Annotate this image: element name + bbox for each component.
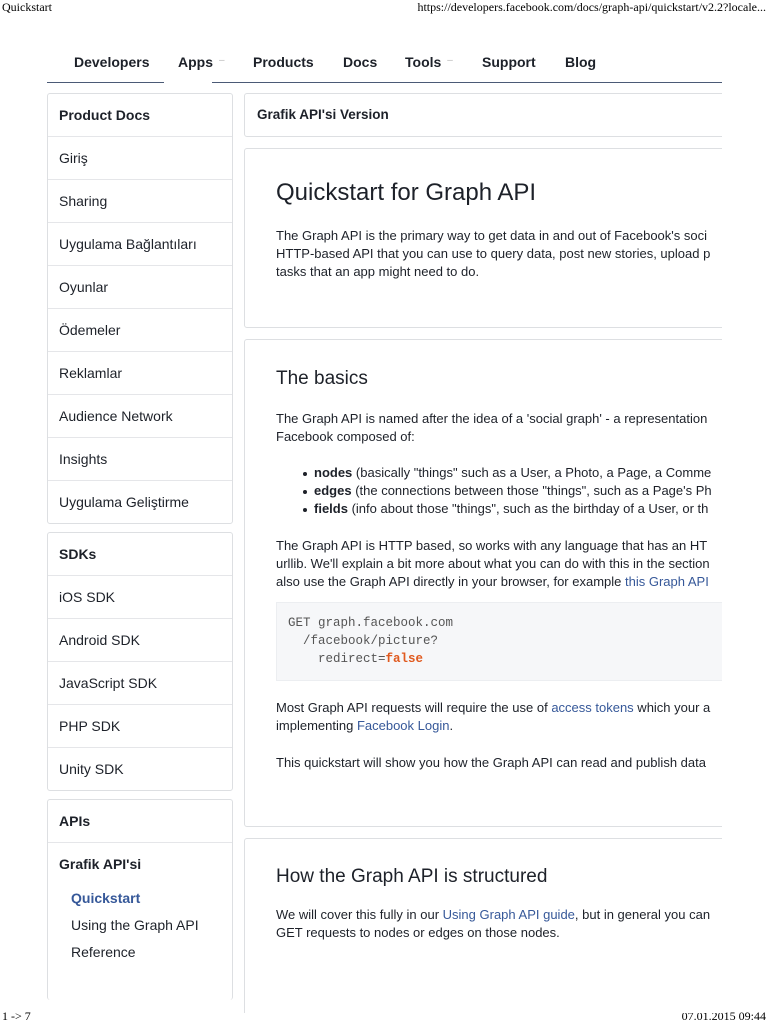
- structure-line-2: GET requests to nodes or edges on those nodes.: [276, 925, 560, 940]
- intro-card: [244, 148, 722, 328]
- sidebar-item-app-links[interactable]: Uygulama Bağlantıları: [48, 222, 232, 265]
- basics-p3-line-1-text: Most Graph API requests will require the use of: [276, 700, 552, 715]
- nav-developers-label: Developers: [74, 54, 150, 70]
- bullet-nodes: [314, 464, 711, 482]
- chevron-down-icon: –: [219, 55, 225, 66]
- nav-apps[interactable]: [178, 54, 225, 70]
- sidebar-heading-sdks: SDKs: [59, 546, 97, 562]
- intro-line-2: HTTP-based API that you can use to query data, post new stories, upload p: [276, 246, 711, 261]
- graph-api-example-link[interactable]: this Graph API: [625, 574, 709, 589]
- code-block: [276, 602, 722, 681]
- intro-line-3: tasks that an app might need to do.: [276, 264, 480, 279]
- bullet-icon: [303, 490, 307, 494]
- main-content: [244, 93, 722, 1013]
- sidebar-product-docs: [47, 93, 233, 524]
- sidebar-item-giris[interactable]: Giriş: [48, 136, 232, 179]
- sidebar-item-payments[interactable]: Ödemeler: [48, 308, 232, 351]
- print-date: 07.01.2015 09:44: [681, 1009, 766, 1023]
- bullet-icon: [303, 472, 307, 476]
- code-line-1: GET graph.facebook.com: [288, 616, 454, 630]
- bullet-nodes-text: (basically "things" such as a User, a Photo, a Page, a Comme: [352, 465, 712, 480]
- print-page-number: 1 -> 7: [2, 1009, 31, 1023]
- nav-docs[interactable]: [343, 54, 377, 70]
- basics-p2-line-2: urllib. We'll explain a bit more about what you can do with this in the section: [276, 556, 710, 571]
- sidebar-item-insights[interactable]: Insights: [48, 437, 232, 480]
- nav-blog[interactable]: [565, 54, 596, 70]
- bullet-edges-term: edges: [314, 483, 352, 498]
- using-graph-api-guide-link[interactable]: Using Graph API guide: [442, 907, 575, 922]
- basics-p3-line-1-rest: which your a: [633, 700, 711, 715]
- code-line-3: [288, 652, 423, 666]
- structure-line-1-rest: , but in general you can: [574, 907, 711, 922]
- basics-heading: The basics: [276, 368, 368, 389]
- basics-p2-line-1: The Graph API is HTTP based, so works with any language that has an HT: [276, 538, 708, 553]
- sidebar-apis: [47, 799, 233, 1000]
- intro-line-1: The Graph API is the primary way to get data in and out of Facebook's soci: [276, 228, 707, 243]
- bullet-edges: [314, 482, 712, 500]
- sidebar-item-ios-sdk[interactable]: iOS SDK: [48, 575, 232, 618]
- sidebar-item-ads[interactable]: Reklamlar: [48, 351, 232, 394]
- nav-support-label: Support: [482, 54, 536, 70]
- print-page-title: Quickstart: [2, 0, 52, 14]
- sidebar-heading-apis: APIs: [59, 813, 91, 829]
- sidebar-heading-product-docs: Product Docs: [59, 107, 151, 123]
- structure-line-1-text: We will cover this fully in our: [276, 907, 443, 922]
- nav-products[interactable]: [253, 54, 314, 70]
- basics-p3-line-2-text: implementing: [276, 718, 357, 733]
- sidebar-item-javascript-sdk[interactable]: JavaScript SDK: [48, 661, 232, 704]
- code-line-3-prefix: redirect=: [288, 652, 386, 666]
- basics-card: [244, 339, 722, 827]
- nav-divider-gap: [164, 81, 212, 84]
- bullet-icon: [303, 508, 307, 512]
- basics-p2-line-3: [276, 573, 709, 591]
- sidebar-item-sharing[interactable]: Sharing: [48, 179, 232, 222]
- basics-p3-line-2-rest: .: [449, 718, 454, 733]
- code-keyword-false: false: [385, 652, 424, 666]
- nav-support[interactable]: [482, 54, 536, 70]
- sidebar-item-games[interactable]: Oyunlar: [48, 265, 232, 308]
- basics-p3-line-2: [276, 717, 453, 735]
- bullet-fields-text: (info about those "things", such as the birthday of a User, or th: [347, 501, 709, 516]
- nav-products-label: Products: [253, 54, 314, 70]
- version-selector[interactable]: [244, 93, 722, 137]
- print-page-url: https://developers.facebook.com/docs/graph-api/quickstart/v2.2?locale...: [417, 0, 766, 14]
- sidebar-subitem-quickstart[interactable]: Quickstart: [71, 890, 141, 906]
- page-title: Quickstart for Graph API: [276, 179, 537, 206]
- bullet-nodes-term: nodes: [314, 465, 353, 480]
- sidebar-item-audience-network[interactable]: Audience Network: [48, 394, 232, 437]
- sidebar-item-php-sdk[interactable]: PHP SDK: [48, 704, 232, 747]
- facebook-login-link[interactable]: Facebook Login: [356, 718, 450, 733]
- sidebar-subitem-using-graph-api[interactable]: Using the Graph API: [71, 917, 199, 933]
- basics-p2-line-3-text: also use the Graph API directly in your browser, for example: [276, 574, 626, 589]
- basics-p3-line-1: [276, 699, 710, 717]
- sidebar-subitem-reference[interactable]: Reference: [71, 944, 136, 960]
- sidebar-item-unity-sdk[interactable]: Unity SDK: [48, 747, 232, 790]
- nav-tools-label: Tools: [405, 54, 442, 70]
- sidebar-sdks: [47, 532, 233, 791]
- sidebar-item-android-sdk[interactable]: Android SDK: [48, 618, 232, 661]
- nav-docs-label: Docs: [343, 54, 378, 70]
- structure-heading: How the Graph API is structured: [276, 866, 548, 887]
- basics-p4: This quickstart will show you how the Graph API can read and publish data: [276, 755, 706, 770]
- sidebar-item-graph-api[interactable]: Grafik API'si: [48, 842, 232, 885]
- nav-tools[interactable]: [405, 54, 453, 70]
- basics-p1-line-1: The Graph API is named after the idea of a 'social graph' - a representation: [276, 411, 708, 426]
- structure-line-1: [276, 906, 710, 924]
- bullet-fields: [314, 500, 708, 518]
- access-tokens-link[interactable]: access tokens: [551, 700, 634, 715]
- nav-blog-label: Blog: [565, 54, 597, 70]
- sidebar-item-app-development[interactable]: Uygulama Geliştirme: [48, 480, 232, 523]
- code-line-2: /facebook/picture?: [288, 634, 439, 648]
- structure-card: [244, 838, 722, 1013]
- bullet-edges-text: (the connections between those "things", such as a Page's Ph: [351, 483, 712, 498]
- version-label: Grafik API'si Version: [257, 107, 389, 122]
- bullet-fields-term: fields: [314, 501, 348, 516]
- nav-apps-label: Apps: [178, 54, 213, 70]
- chevron-down-icon: –: [447, 55, 453, 66]
- basics-p1-line-2: Facebook composed of:: [276, 429, 415, 444]
- nav-developers[interactable]: [74, 54, 149, 70]
- top-navigation: [47, 44, 722, 83]
